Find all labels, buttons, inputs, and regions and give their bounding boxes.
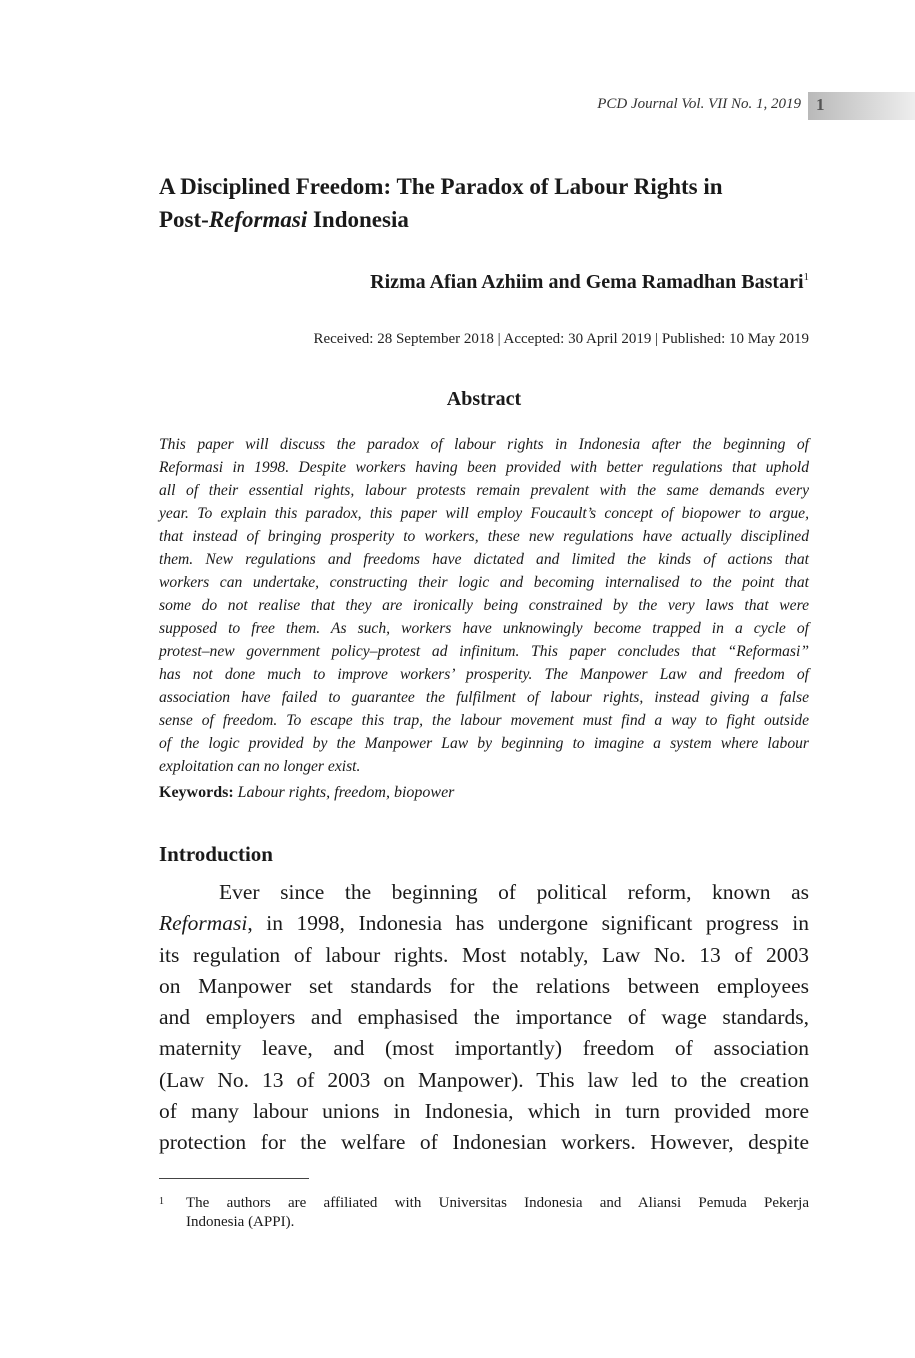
article-title: [159, 170, 819, 236]
keywords-list: Labour rights, freedom, biopower: [237, 784, 455, 801]
abstract-line: of the logic provided by the Manpower Law by beginning to imagine a system where labour: [159, 735, 809, 752]
footnote-line: The authors are affiliated with Universitas Indonesia and Aliansi Pemuda Pekerja: [186, 1195, 809, 1211]
abstract-line: exploitation can no longer exist.: [159, 758, 361, 775]
abstract-heading: Abstract: [446, 388, 522, 410]
keywords-label: Keywords:: [159, 784, 234, 801]
body-italic-term: Reformasi: [159, 911, 248, 936]
abstract-line: protest–new government policy–protest ad infinitum. This paper concludes that “Reformasi”: [159, 643, 809, 660]
page-number-tab: [808, 92, 915, 120]
body-line: its regulation of labour rights. Most notably, Law No. 13 of 2003: [159, 942, 809, 967]
footnote-mark: 1: [159, 1196, 164, 1207]
title-suffix: Indonesia: [307, 207, 409, 232]
abstract-line: This paper will discuss the paradox of labour rights in Indonesia after the beginning of: [159, 436, 809, 453]
page-number: 1: [816, 95, 825, 114]
body-line: protection for the welfare of Indonesian workers. However, despite: [159, 1130, 809, 1155]
title-italic-word: Reformasi: [208, 207, 308, 232]
abstract-line: sense of freedom. To escape this trap, the labour movement must find a way to fight outside: [159, 712, 809, 729]
body-line: maternity leave, and (most importantly) freedom of association: [159, 1036, 809, 1061]
author-list: [370, 271, 809, 294]
author-footnote-mark[interactable]: 1: [803, 271, 809, 283]
abstract-line: all of their essential rights, labour protests remain prevalent with the same demands every: [159, 482, 809, 499]
body-line: Ever since the beginning of political reform, known as: [219, 880, 809, 904]
body-line: and employers and emphasised the importance of wage standards,: [159, 1005, 809, 1030]
body-line: (Law No. 13 of 2003 on Manpower). This law led to the creation: [159, 1067, 809, 1092]
running-head: PCD Journal Vol. VII No. 1, 2019: [597, 96, 801, 112]
footnote-line: Indonesia (APPI).: [186, 1214, 295, 1230]
abstract-line: year. To explain this paradox, this paper will employ Foucault’s concept of biopower to argue,: [159, 505, 809, 522]
abstract-line: Reformasi in 1998. Despite workers having been provided with better regulations that uphold: [159, 459, 809, 476]
abstract-body: [159, 433, 809, 778]
title-line-1: A Disciplined Freedom: The Paradox of Labour Rights in: [159, 174, 723, 199]
publication-dates: Received: 28 September 2018 | Accepted: 30 April 2019 | Published: 10 May 2019: [313, 331, 809, 347]
abstract-line: has not done much to improve workers’ prosperity. The Manpower Law and freedom of: [159, 666, 809, 683]
body-line: of many labour unions in Indonesia, which in turn provided more: [159, 1099, 809, 1124]
abstract-line: some do not realise that they are ironically being constrained by the very laws that were: [159, 597, 809, 614]
introduction-heading: Introduction: [159, 842, 273, 866]
title-prefix: Post-: [159, 207, 209, 232]
abstract-line: association have failed to guarantee the fulfilment of labour rights, instead giving a false: [159, 689, 809, 706]
footnote-divider: [159, 1178, 309, 1179]
footnote-text: [186, 1194, 809, 1232]
body-line: on Manpower set standards for the relations between employees: [159, 973, 809, 998]
footnote: [159, 1194, 809, 1232]
abstract-line: supposed to free them. As such, workers have unknowingly become trapped in a cycle of: [159, 620, 809, 637]
abstract-line: that instead of bringing prosperity to workers, these new regulations have actually disciplined: [159, 528, 809, 545]
abstract-line: them. New regulations and freedoms have dictated and limited the kinds of actions that: [159, 551, 809, 568]
body-line: [159, 908, 809, 939]
body-line-rest: , in 1998, Indonesia has undergone significant progress in: [247, 911, 809, 936]
authors-names: Rizma Afian Azhiim and Gema Ramadhan Bastari: [370, 271, 804, 293]
introduction-body: [159, 877, 809, 1159]
abstract-line: workers can undertake, constructing their logic and becoming internalised to the point that: [159, 574, 809, 591]
keywords: [159, 784, 454, 802]
